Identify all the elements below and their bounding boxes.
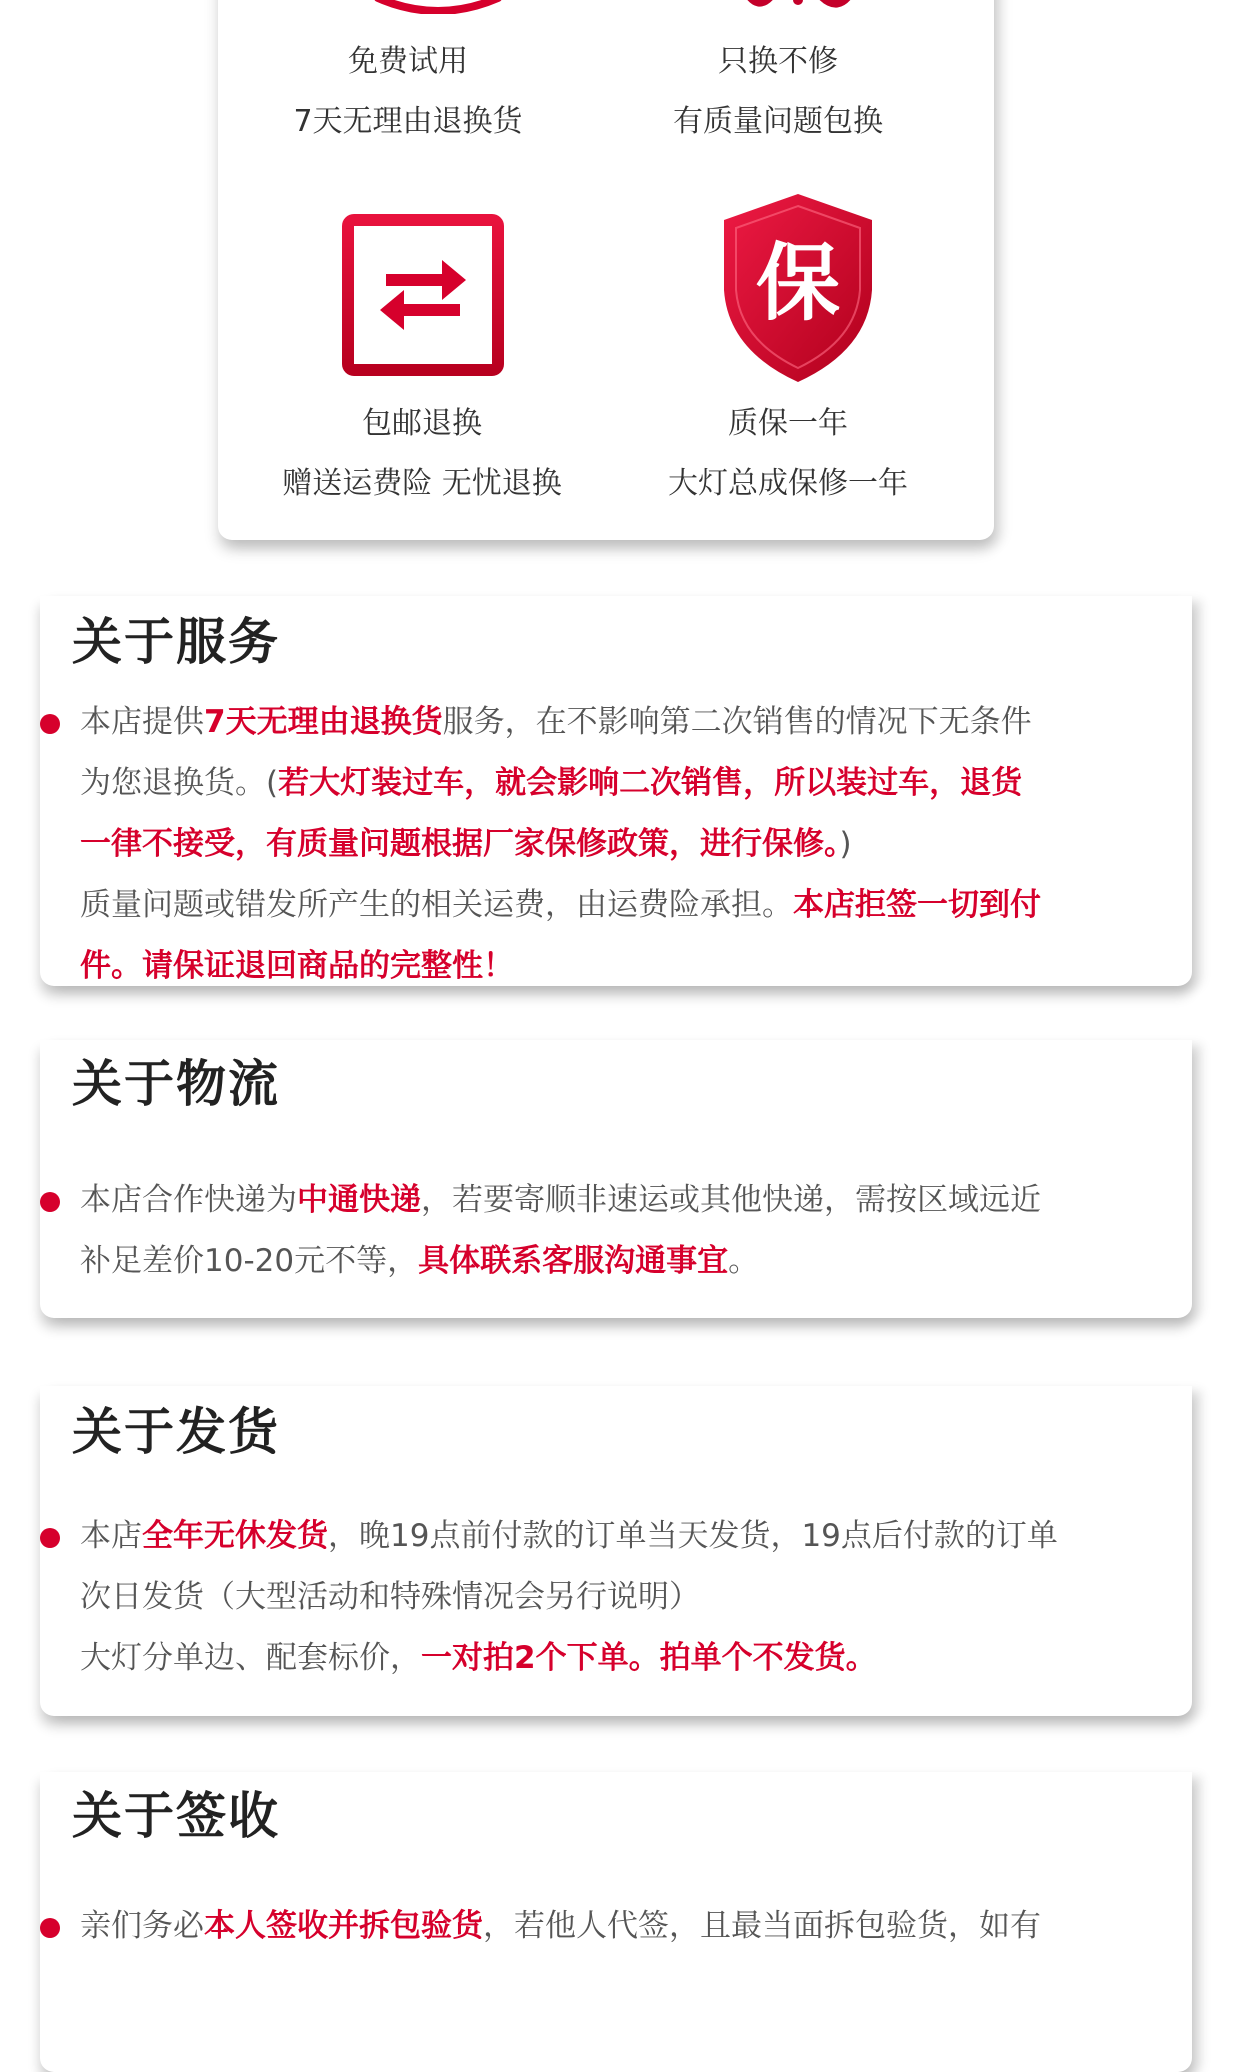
bullet-dot <box>40 1528 60 1548</box>
text-line: 质量问题或错发所产生的相关运费，由运费险承担。本店拒签一切到付 <box>80 887 1041 923</box>
guarantee-title: 质保一年 <box>728 406 848 441</box>
receipt-text <box>80 1896 1152 1957</box>
guarantee-exchange-only <box>588 42 968 142</box>
shield-bao-icon <box>718 190 878 386</box>
text-line: 亲们务必本人签收并拆包验货，若他人代签，且最当面拆包验货，如有 <box>80 1908 1041 1944</box>
section-title: 关于物流 <box>72 1055 280 1113</box>
text-line: 次日发货（大型活动和特殊情况会另行说明） <box>80 1579 700 1615</box>
receipt-card <box>40 1772 1192 2072</box>
text-line: 为您退换货。(若大灯装过车，就会影响二次销售，所以装过车，退货 <box>80 765 1023 801</box>
partial-wrench-icon <box>728 0 868 14</box>
exchange-arrows-icon <box>342 214 504 376</box>
text-line: 本店全年无休发货，晚19点前付款的订单当天发货，19点后付款的订单 <box>80 1518 1058 1554</box>
service-text <box>80 692 1152 997</box>
shipping-text <box>80 1506 1152 1689</box>
guarantee-title: 包邮退换 <box>362 406 482 441</box>
guarantee-desc: 大灯总成保修一年 <box>668 466 908 501</box>
shipping-card <box>40 1386 1192 1716</box>
service-card <box>40 596 1192 986</box>
logistics-text <box>80 1170 1152 1292</box>
bullet-dot <box>40 1192 60 1212</box>
text-line: 大灯分单边、配套标价，一对拍2个下单。拍单个不发货。 <box>80 1640 877 1676</box>
guarantee-title: 只换不修 <box>718 44 838 79</box>
section-title: 关于签收 <box>72 1787 280 1845</box>
text-line: 补足差价10-20元不等，具体联系客服沟通事宜。 <box>80 1243 760 1279</box>
guarantee-warranty <box>598 404 978 504</box>
bullet-dot <box>40 1918 60 1938</box>
guarantee-title: 免费试用 <box>348 44 468 79</box>
guarantee-desc: 赠送运费险 无忧退换 <box>282 466 562 501</box>
shield-char: 保 <box>755 234 841 332</box>
partial-circle-icon <box>368 0 508 14</box>
logistics-card <box>40 1040 1192 1318</box>
guarantee-desc: 7天无理由退换货 <box>293 104 523 139</box>
section-title: 关于发货 <box>72 1403 280 1461</box>
guarantee-desc: 有质量问题包换 <box>673 104 883 139</box>
guarantee-free-return <box>232 404 612 504</box>
text-line: 件。请保证退回商品的完整性！ <box>80 948 514 984</box>
guarantee-free-trial <box>218 42 598 142</box>
text-line: 本店提供7天无理由退换货服务，在不影响第二次销售的情况下无条件 <box>80 704 1032 740</box>
guarantee-card <box>218 0 994 540</box>
section-title: 关于服务 <box>72 613 280 671</box>
text-line: 一律不接受，有质量问题根据厂家保修政策，进行保修。) <box>80 826 852 862</box>
text-line: 本店合作快递为中通快递，若要寄顺非速运或其他快递，需按区域远近 <box>80 1182 1041 1218</box>
bullet-dot <box>40 714 60 734</box>
